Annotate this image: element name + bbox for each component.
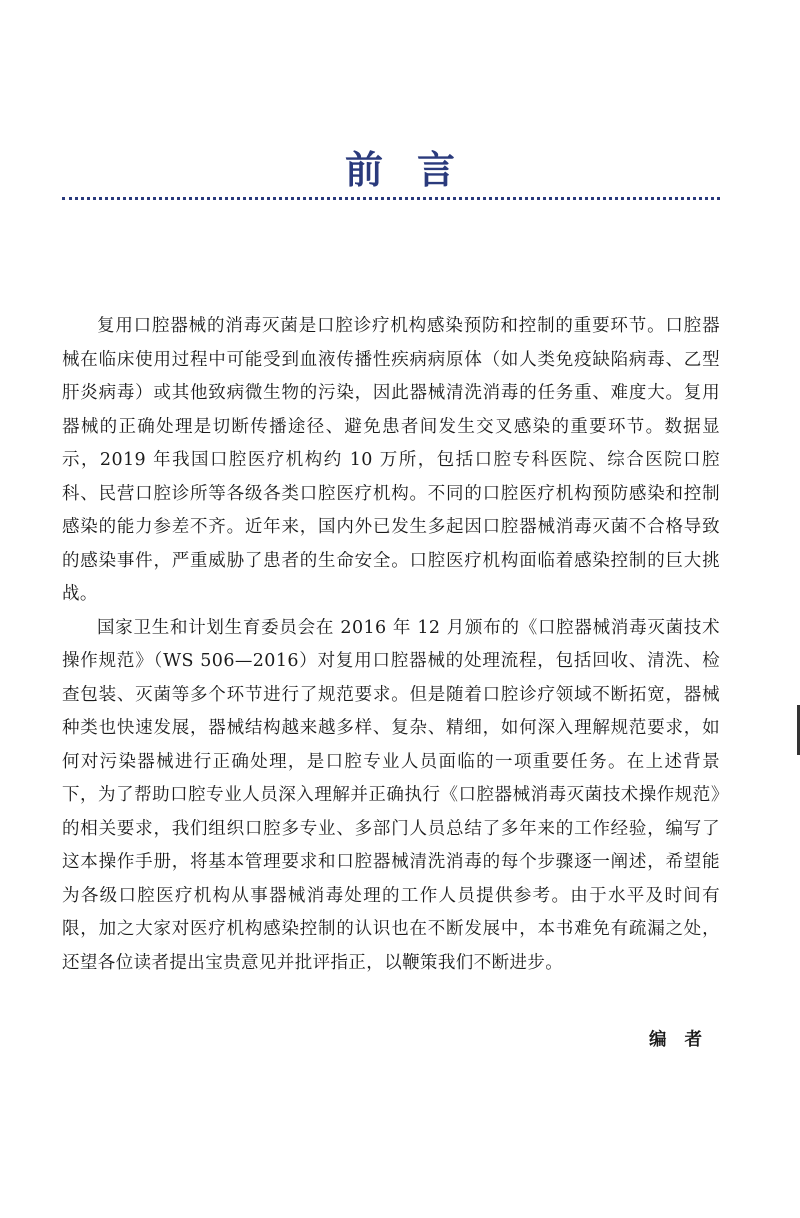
- title-dotted-rule: [62, 197, 720, 200]
- preface-body: [62, 310, 720, 980]
- paragraph-1: 复用口腔器械的消毒灭菌是口腔诊疗机构感染预防和控制的重要环节。口腔器械在临床使用过程中可能受到血液传播性疾病病原体（如人类免疫缺陷病毒、乙型肝炎病毒）或其他致病微生物的污染，因此器械清洗消毒的任务重、难度大。复用器械的正确处理是切断传播途径、避免患者间发生交叉感染的重要环节。数据显示，2019 年我国口腔医疗机构约 10 万所，包括口腔专科医院、综合医院口腔科、民营口腔诊所等各级各类口腔医疗机构。不同的口腔医疗机构预防感染和控制感染的能力参差不齐。近年来，国内外已发生多起因口腔器械消毒灭菌不合格导致的感染事件，严重威胁了患者的生命安全。口腔医疗机构面临着感染控制的巨大挑战。: [62, 316, 720, 604]
- page-title: 前言: [344, 148, 489, 192]
- paragraph-2: 国家卫生和计划生育委员会在 2016 年 12 月颁布的《口腔器械消毒灭菌技术操作规范》（WS 506—2016）对复用口腔器械的处理流程，包括回收、清洗、检查包装、灭菌等多个环节进行了规范要求。但是随着口腔诊疗领域不断拓宽，器械种类也快速发展，器械结构越来越多样、复杂、精细，如何深入理解规范要求，如何对污染器械进行正确处理，是口腔专业人员面临的一项重要任务。在上述背景下，为了帮助口腔专业人员深入理解并正确执行《口腔器械消毒灭菌技术操作规范》的相关要求，我们组织口腔多专业、多部门人员总结了多年来的工作经验，编写了这本操作手册，将基本管理要求和口腔器械清洗消毒的每个步骤逐一阐述，希望能为各级口腔医疗机构从事器械消毒处理的工作人员提供参考。由于水平及时间有限，加之大家对医疗机构感染控制的认识也在不断发展中，本书难免有疏漏之处，还望各位读者提出宝贵意见并批评指正，以鞭策我们不断进步。: [62, 617, 720, 973]
- author-signature: 编者: [649, 1030, 720, 1050]
